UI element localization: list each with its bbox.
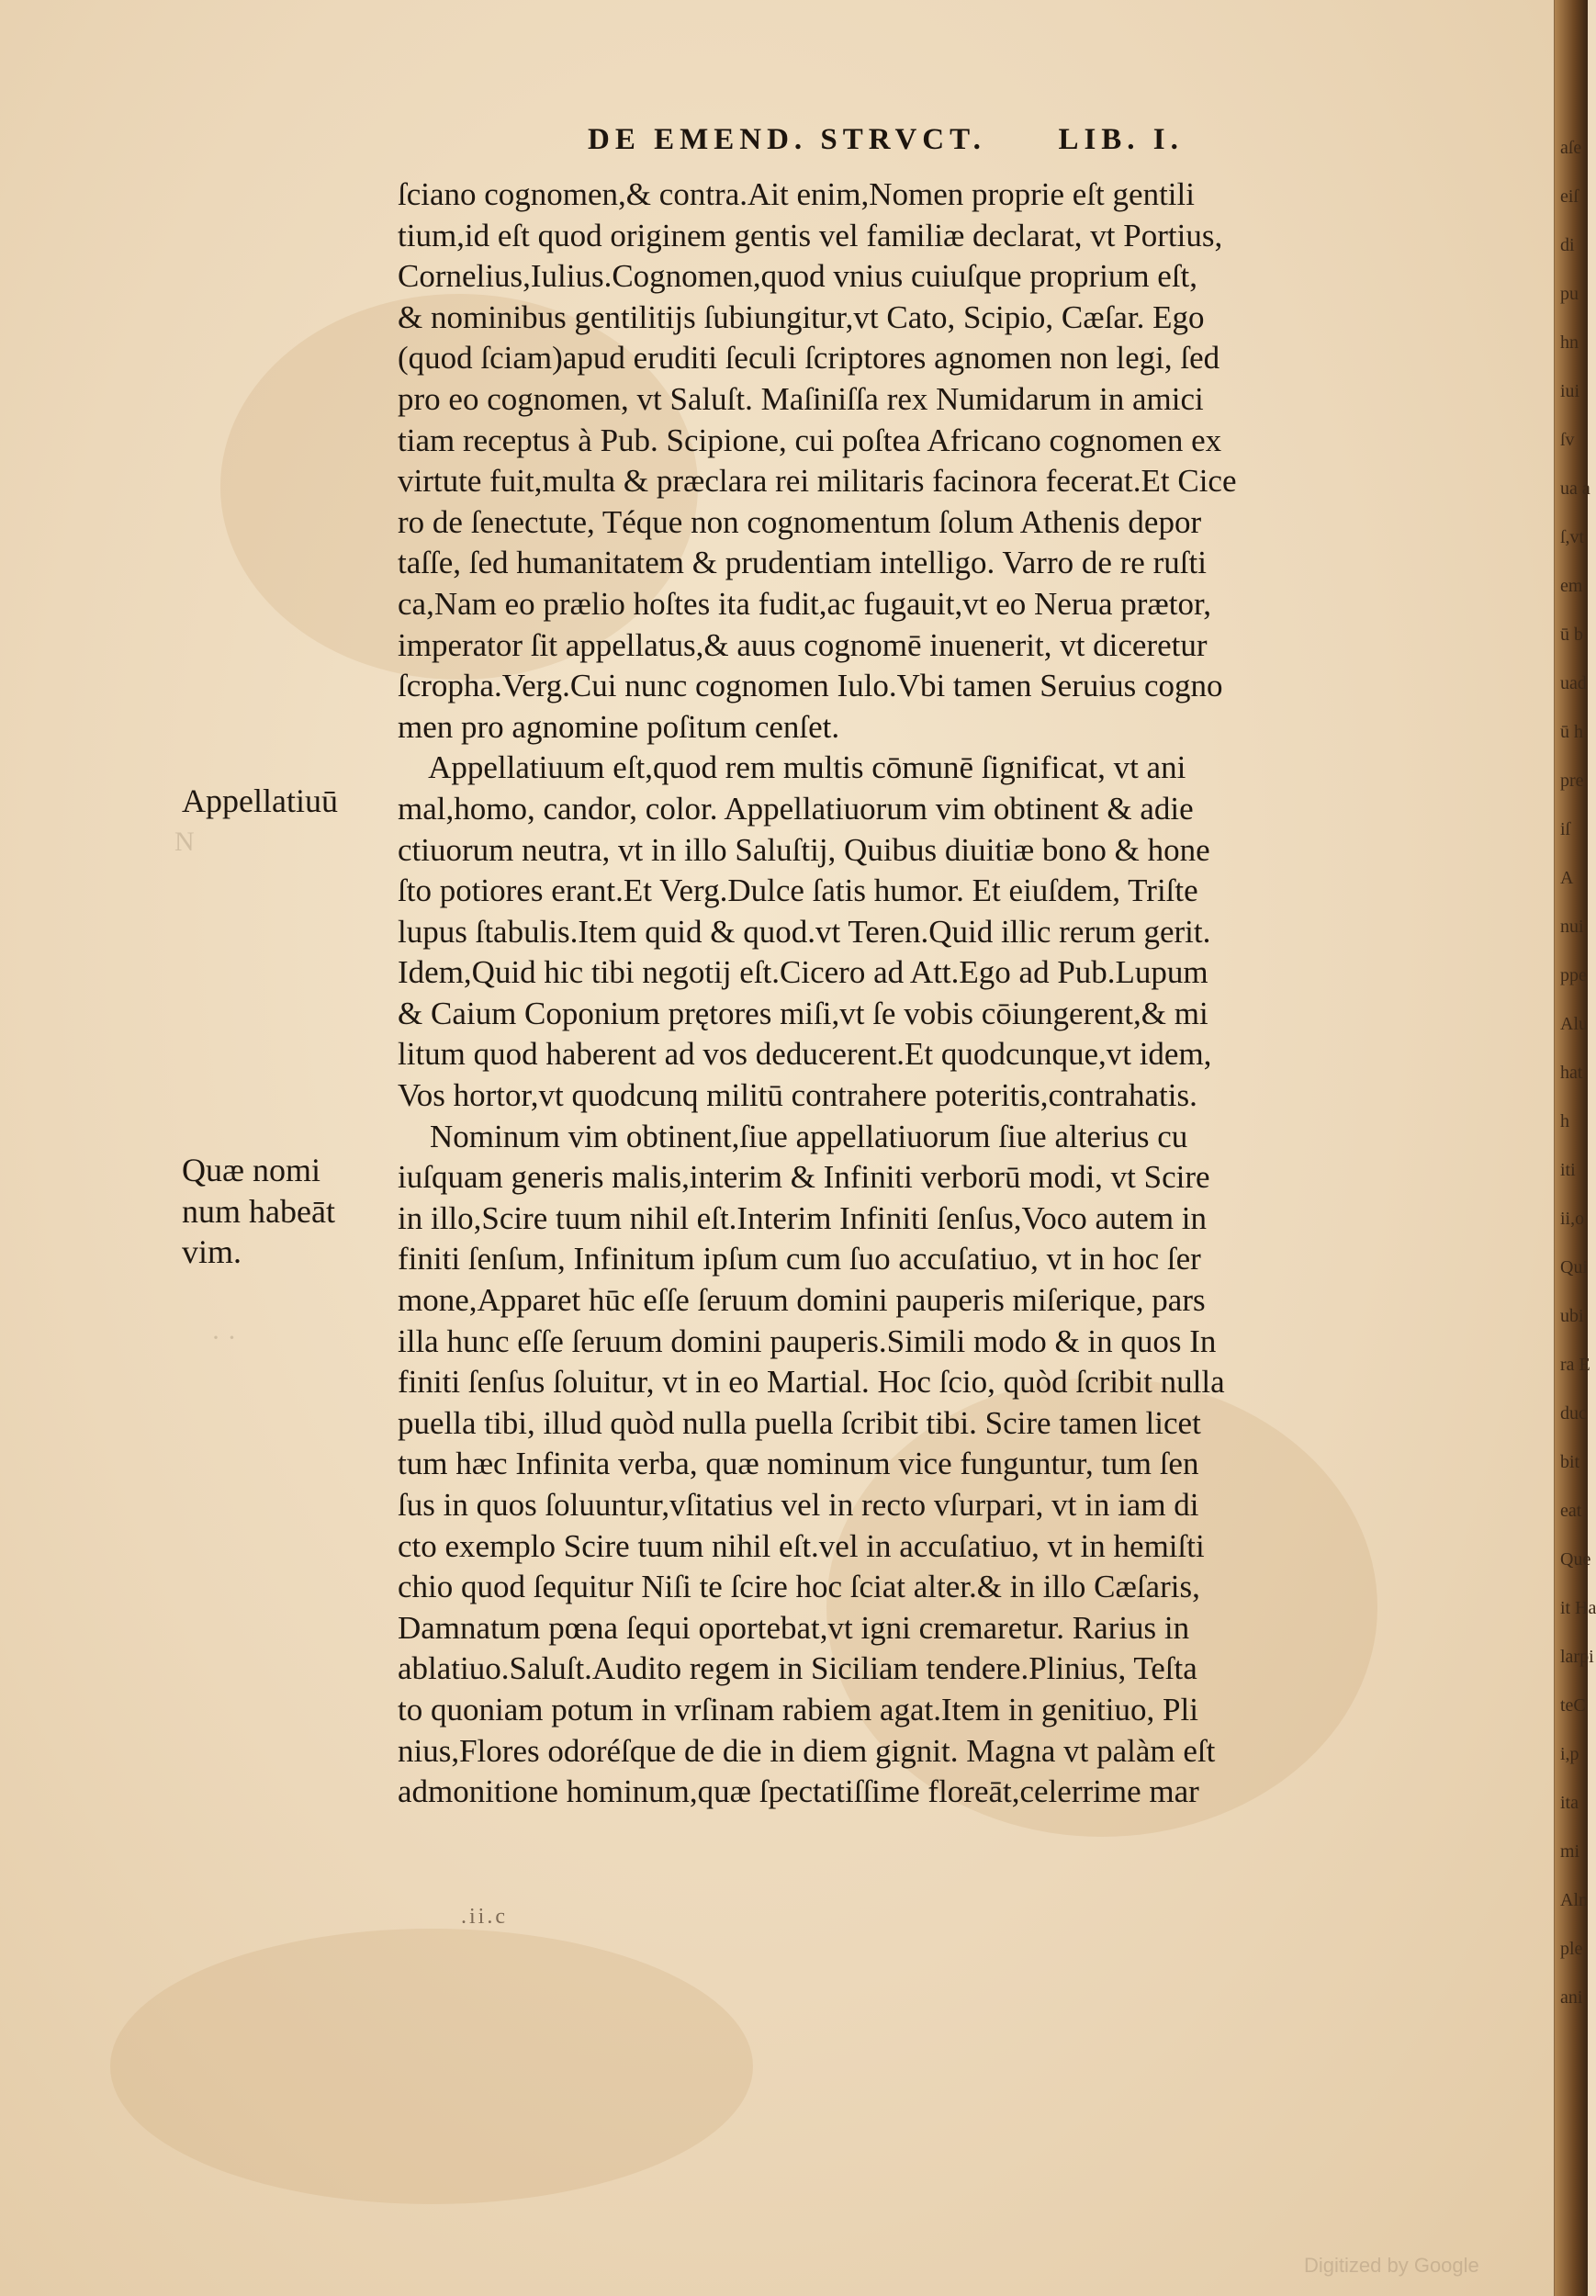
text-line: ſciano cognomen,& contra.Ait enim,Nomen proprie eſt gentili xyxy=(398,176,1195,212)
text-line: Vos hortor,vt quodcunq militū contrahere poteritis,contrahatis. xyxy=(398,1077,1197,1114)
margin-note-line: Quæ nomi xyxy=(182,1152,321,1188)
next-page-fragment: ū h xyxy=(1560,722,1583,742)
text-line: cto exemplo Scire tuum nihil eſt.vel in accuſatiuo, vt in hemiſti xyxy=(398,1527,1205,1564)
text-line: Idem,Quid hic tibi negotij eſt.Cicero ad Att.Ego ad Pub.Lupum xyxy=(398,954,1208,991)
text-line: ſcropha.Verg.Cui nunc cognomen Iulo.Vbi tamen Seruius cogno xyxy=(398,668,1223,704)
text-line: ſto potiores erant.Et Verg.Dulce ſatis humor. Et eiuſdem, Triſte xyxy=(398,872,1198,909)
next-page-fragment: Qui xyxy=(1560,1257,1588,1277)
next-page-fragment: h xyxy=(1560,1111,1569,1131)
next-page-fragment: ita xyxy=(1560,1793,1579,1813)
next-page-fragment: mi xyxy=(1560,1841,1580,1862)
text-line: admonitione hominum,quæ ſpectatiſſime floreāt,celerrime mar xyxy=(398,1773,1199,1810)
text-line: imperator ſit appellatus,& auus cognomē inuenerit, vt diceretur xyxy=(398,626,1208,663)
running-title: DE EMEND. STRVCT. xyxy=(588,123,986,156)
next-page-fragment: teC xyxy=(1560,1695,1586,1716)
next-page-fragment: di xyxy=(1560,235,1575,255)
next-page-fragment: A xyxy=(1560,868,1574,888)
next-page-fragment: hat xyxy=(1560,1063,1583,1083)
text-line: Cornelius,Iulius.Cognomen,quod vnius cuiuſque proprium eſt, xyxy=(398,258,1198,295)
next-page-fragment: larpi xyxy=(1560,1647,1594,1667)
text-line: finiti ſenſum, Infinitum ipſum cum ſuo accuſatiuo, vt in hoc ſer xyxy=(398,1241,1201,1277)
text-line: pro eo cognomen, vt Saluſt. Maſiniſſa rex Numidarum in amici xyxy=(398,380,1204,417)
next-page-fragment: ppe xyxy=(1560,965,1587,985)
next-page-fragment: ubi xyxy=(1560,1306,1584,1326)
text-line: ro de ſenectute, Téque non cognomentum ſolum Athenis depor xyxy=(398,503,1202,540)
text-line: iuſquam generis malis,interim & Infiniti verborū modi, vt Scire xyxy=(398,1159,1210,1196)
next-page-fragment: aſe xyxy=(1560,138,1582,158)
text-line: ſus in quos ſoluuntur,vſitatius vel in recto vſurpari, vt in iam di xyxy=(398,1487,1199,1523)
next-page-fragment: ani xyxy=(1560,1987,1583,2008)
signature-mark: .ii.c xyxy=(461,1905,508,1929)
text-line: virtute fuit,multa & præclara rei militaris facinora fecerat.Et Cice xyxy=(398,463,1237,500)
next-page-fragment: em xyxy=(1560,576,1583,596)
next-page-fragment: Alu xyxy=(1560,1014,1588,1034)
text-line: to quoniam potum in vrſinam rabiem agat.Item in genitiuo, Pli xyxy=(398,1691,1198,1728)
next-page-fragment: uad xyxy=(1560,673,1587,693)
margin-note-line: vim. xyxy=(182,1233,242,1271)
next-page-fragment: iui xyxy=(1560,381,1580,401)
book-number: LIB. I. xyxy=(1058,123,1184,156)
next-page-fragment: ſv xyxy=(1560,430,1575,450)
next-page-fragment: iſ xyxy=(1560,819,1571,839)
next-page-fragment: eat xyxy=(1560,1501,1582,1521)
show-through-text: · · xyxy=(211,1322,237,1353)
text-line: in illo,Scire tuum nihil eſt.Interim Infiniti ſenſus,Voco autem in xyxy=(398,1199,1208,1236)
text-line: finiti ſenſus ſoluitur, vt in eo Martial. Hoc ſcio, quòd ſcribit nulla xyxy=(398,1364,1225,1401)
next-page-fragment: pu xyxy=(1560,284,1579,304)
text-line: tium,id eſt quod originem gentis vel familiæ declarat, vt Portius, xyxy=(398,217,1223,253)
text-line: ca,Nam eo prælio hoſtes ita fudit,ac fugauit,vt eo Nerua prætor, xyxy=(398,585,1211,622)
text-line: mal,homo, candor, color. Appellatiuorum vim obtinent & adie xyxy=(398,790,1194,827)
text-line: men pro agnomine poſitum cenſet. xyxy=(398,708,840,745)
running-header xyxy=(588,123,1249,157)
text-line: nius,Flores odoréſque de die in diem gignit. Magna vt palàm eſt xyxy=(398,1732,1216,1769)
margin-note-appellatiuum xyxy=(182,781,338,822)
next-page-fragment: i,p xyxy=(1560,1744,1579,1764)
margin-note-line: Appellatiuū xyxy=(182,782,338,819)
next-page-fragment: hn xyxy=(1560,332,1579,353)
text-line: Nominum vim obtinent,ſiue appellatiuorum ſiue alterius cu xyxy=(398,1118,1188,1154)
text-line: litum quod haberent ad vos deducerent.Et quodcunque,vt idem, xyxy=(398,1036,1212,1073)
text-line: Appellatiuum eſt,quod rem multis cōmunē ſignificat, vt ani xyxy=(398,749,1186,786)
text-line: Damnatum pœna ſequi oportebat,vt igni cremaretur. Rarius in xyxy=(398,1609,1190,1646)
next-page-fragment: pre xyxy=(1560,771,1584,791)
text-line: ctiuorum neutra, vt in illo Saluſtij, Quibus diuitiæ bono & hone xyxy=(398,831,1210,868)
text-line: (quod ſciam)apud eruditi ſeculi ſcriptores agnomen non legi, ſed xyxy=(398,340,1220,377)
margin-note-line: num habeāt xyxy=(182,1192,335,1230)
text-line: & nominibus gentilitijs ſubiungitur,vt Cato, Scipio, Cæſar. Ego xyxy=(398,298,1205,335)
next-page-fragment: ua a xyxy=(1560,478,1590,499)
next-page-fragment: iti xyxy=(1560,1160,1576,1180)
next-page-fragment: Aln xyxy=(1560,1890,1588,1910)
next-page-fragment: Que xyxy=(1560,1549,1591,1570)
next-page-fragment: eiſ xyxy=(1560,186,1579,207)
next-page-fragment: bit xyxy=(1560,1452,1580,1472)
text-line: tiam receptus à Pub. Scipione, cui poſtea Africano cognomen ex xyxy=(398,422,1222,458)
text-line: taſſe, ſed humanitatem & prudentiam intelligo. Varro de re ruſti xyxy=(398,545,1207,581)
text-line: mone,Apparet hūc eſſe ſeruum domini pauperis miſerique, pars xyxy=(398,1282,1206,1319)
next-page-fragment: nui xyxy=(1560,917,1584,937)
next-page-fragment: it Ha xyxy=(1560,1598,1596,1618)
main-text-block xyxy=(398,174,1435,1813)
paper-stain xyxy=(110,1929,753,2204)
next-page-fragment: ū b xyxy=(1560,625,1583,645)
show-through-text: N xyxy=(174,827,195,857)
text-line: & Caium Coponium prętores miſi,vt ſe vobis cōiungerent,& mi xyxy=(398,995,1208,1031)
text-line: puella tibi, illud quòd nulla puella ſcribit tibi. Scire tamen licet xyxy=(398,1404,1201,1441)
next-page-fragment: ple xyxy=(1560,1939,1583,1959)
next-page-fragment: ra E xyxy=(1560,1355,1590,1375)
next-page-fragment: duc xyxy=(1560,1403,1587,1424)
text-line: lupus ſtabulis.Item quid & quod.vt Teren.Quid illic rerum gerit. xyxy=(398,913,1211,950)
text-line: chio quod ſequitur Niſi te ſcire hoc ſciat alter.& in illo Cæſaris, xyxy=(398,1569,1200,1605)
text-line: tum hæc Infinita verba, quæ nominum vice funguntur, tum ſen xyxy=(398,1446,1199,1482)
digitization-watermark: Digitized by Google xyxy=(1304,2254,1479,2277)
next-page-fragment: ii,o xyxy=(1560,1209,1585,1229)
text-line: illa hunc eſſe ſeruum domini pauperis.Simili modo & in quos In xyxy=(398,1322,1217,1359)
text-line: ablatiuo.Saluſt.Audito regem in Siciliam tendere.Plinius, Teſta xyxy=(398,1650,1197,1687)
next-page-fragment: ſ,vt xyxy=(1560,527,1585,547)
margin-note-quae-nominum xyxy=(182,1150,335,1273)
